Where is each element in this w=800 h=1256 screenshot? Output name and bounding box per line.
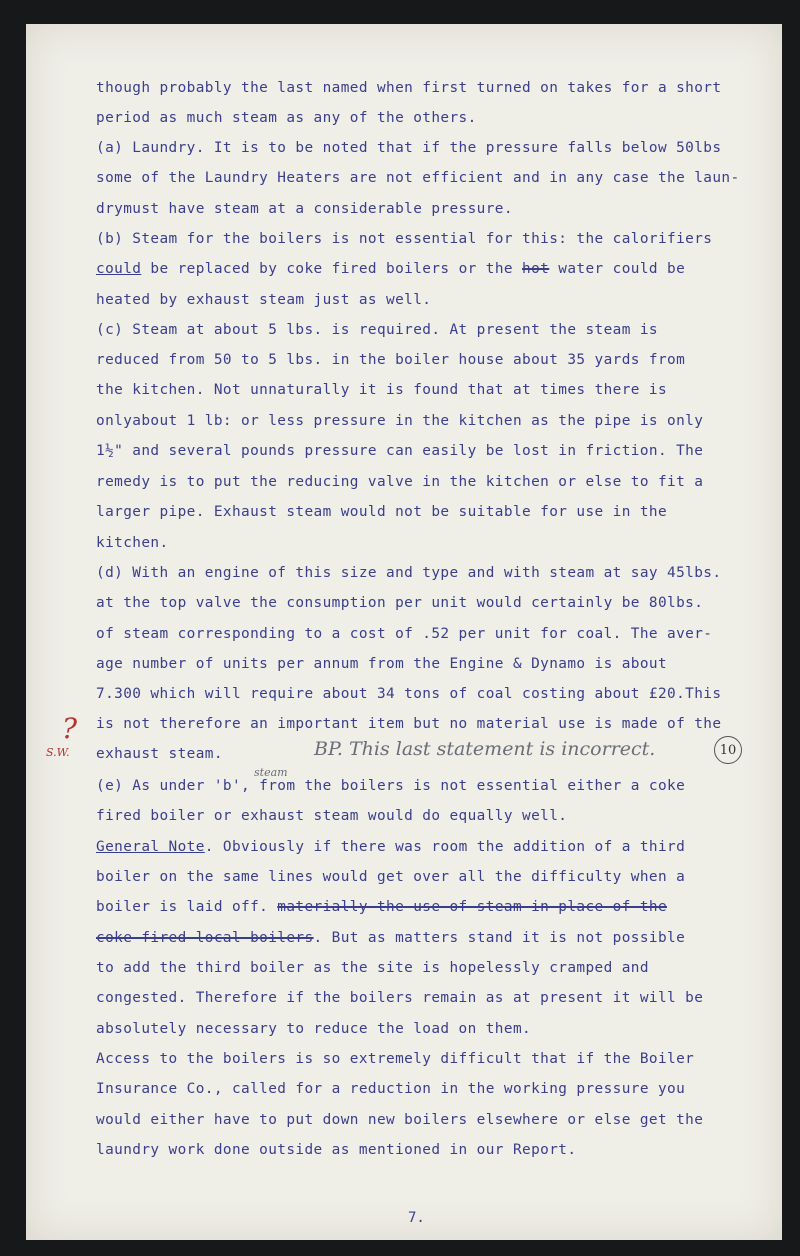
text-line: though probably the last named when first turned on takes for a short [96, 80, 722, 96]
text-span: be replaced by coke fired boilers or the [141, 261, 523, 277]
text-line: would either have to put down new boilers elsewhere or else get the [96, 1112, 704, 1128]
text-line: onlyabout 1 lb: or less pressure in the kitchen as the pipe is only [96, 413, 704, 429]
text-line: 1½" and several pounds pressure can easily be lost in friction. The [96, 443, 704, 459]
margin-question-mark: ? [62, 712, 78, 745]
text-line: (c) Steam at about 5 lbs. is required. At present the steam is [96, 322, 658, 338]
text-line [96, 899, 667, 915]
text-span: boiler is laid off. [96, 899, 278, 915]
text-line: the kitchen. Not unnaturally it is found that at times there is [96, 382, 668, 398]
text-span: water could be [549, 261, 686, 277]
margin-initials: S.W. [46, 746, 70, 759]
text-line: drymust have steam at a considerable pressure. [96, 201, 513, 217]
text-line [96, 930, 685, 946]
text-line: 7.300 which will require about 34 tons of coal costing about £20.This [96, 686, 722, 702]
text-line: (a) Laundry. It is to be noted that if the pressure falls below 50lbs [96, 140, 722, 156]
text-line: fired boiler or exhaust steam would do equally well. [96, 808, 568, 824]
underlined-word: could [96, 261, 142, 277]
handwritten-insert: steam [254, 766, 288, 779]
text-line: is not therefore an important item but no material use is made of the [96, 716, 722, 732]
handwritten-comment: BP. This last statement is incorrect. [314, 738, 656, 760]
text-line: absolutely necessary to reduce the load on them. [96, 1021, 532, 1037]
underlined-heading: General Note [96, 839, 205, 855]
text-line: congested. Therefore if the boilers remain as at present it will be [96, 990, 704, 1006]
text-line: of steam corresponding to a cost of .52 per unit for coal. The aver- [96, 626, 713, 642]
text-line: heated by exhaust steam just as well. [96, 292, 432, 308]
text-line: (e) As under 'b', from the boilers is not essential either a coke [96, 778, 686, 794]
text-line: (d) With an engine of this size and type and with steam at say 45lbs. [96, 565, 722, 581]
text-line [96, 261, 685, 277]
circled-page-number: 10 [714, 736, 742, 764]
struck-word: hot [522, 261, 550, 277]
text-line: reduced from 50 to 5 lbs. in the boiler house about 35 yards from [96, 352, 686, 368]
text-span: . But as matters stand it is not possible [313, 930, 686, 946]
text-line: Insurance Co., called for a reduction in the working pressure you [96, 1081, 686, 1097]
document-page [26, 24, 782, 1240]
text-line: kitchen. [96, 535, 169, 551]
text-line: (b) Steam for the boilers is not essential for this: the calorifiers [96, 231, 713, 247]
struck-text: coke fired local boilers [96, 930, 314, 946]
text-line: some of the Laundry Heaters are not efficient and in any case the laun- [96, 170, 740, 186]
text-line: remedy is to put the reducing valve in the kitchen or else to fit a [96, 474, 704, 490]
text-span: . Obviously if there was room the addition of a third [204, 839, 686, 855]
struck-text: materially the use of steam in place of the [277, 899, 668, 915]
text-line: larger pipe. Exhaust steam would not be suitable for use in the [96, 504, 668, 520]
text-line: laundry work done outside as mentioned in our Report. [96, 1142, 577, 1158]
text-line: exhaust steam. [96, 746, 223, 762]
text-line: boiler on the same lines would get over all the difficulty when a [96, 869, 686, 885]
text-line: at the top valve the consumption per unit would certainly be 80lbs. [96, 595, 704, 611]
text-line: age number of units per annum from the Engine & Dynamo is about [96, 656, 668, 672]
text-line: Access to the boilers is so extremely difficult that if the Boiler [96, 1051, 695, 1067]
page-number: 7. [408, 1210, 425, 1226]
text-line: period as much steam as any of the others. [96, 110, 477, 126]
text-line [96, 839, 685, 855]
text-line: to add the third boiler as the site is hopelessly cramped and [96, 960, 649, 976]
